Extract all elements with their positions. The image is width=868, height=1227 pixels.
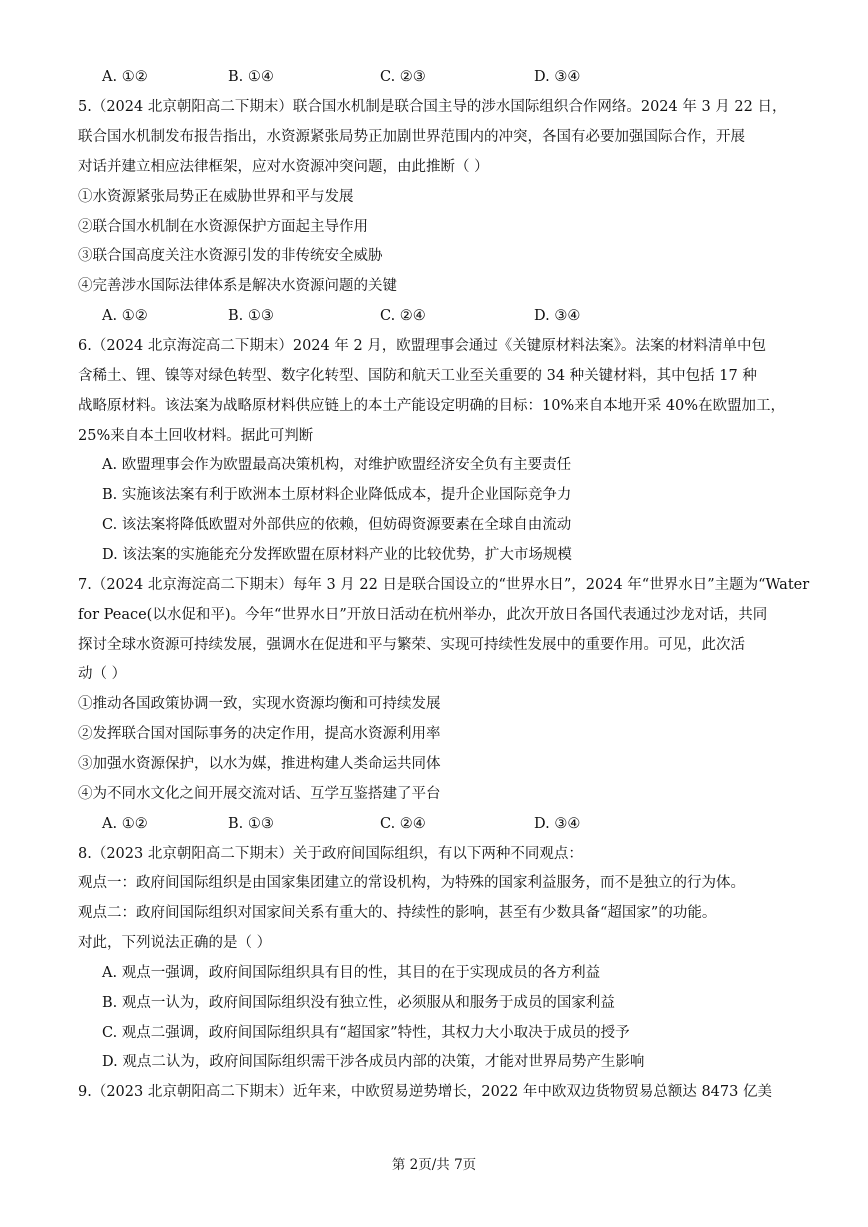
q7-statement-4: ④为不同水文化之间开展交流对话、互学互鉴搭建了平台 [78, 786, 441, 802]
q8-viewpoint-2: 观点二：政府间国际组织对国家间关系有重大的、持续性的影响，甚至有少数具备“超国家”的功能。 [78, 905, 717, 921]
q7-stem-line-1: 7.（2024 北京海淀高二下期末）每年 3 月 22 日是联合国设立的“世界水日”，2024 年“世界水日”主题为“Water [78, 577, 810, 593]
q6-choice-a: A. 欧盟理事会作为欧盟最高决策机构，对维护欧盟经济安全负有主要责任 [102, 457, 572, 473]
q8-choice-b: B. 观点一认为，政府间国际组织没有独立性，必须服从和服务于成员的国家利益 [102, 995, 615, 1011]
q4-options [102, 67, 802, 87]
q6-stem-line-4: 25%来自本土回收材料。据此可判断 [78, 428, 314, 444]
q8-choice-c: C. 观点二强调，政府间国际组织具有“超国家”特性，其权力大小取决于成员的授予 [102, 1025, 630, 1041]
q5-statement-4: ④完善涉水国际法律体系是解决水资源问题的关键 [78, 278, 397, 294]
q6-choice-b: B. 实施该法案有利于欧洲本土原材料企业降低成本，提升企业国际竞争力 [102, 487, 572, 503]
q7-stem-line-2: for Peace(以水促和平)。今年“世界水日”开放日活动在杭州举办，此次开放日各国代表通过沙龙对话，共同 [78, 607, 768, 623]
q7-options [102, 814, 802, 834]
q7-stem-line-4: 动（ ） [78, 666, 127, 682]
q5-stem-line-2: 联合国水机制发布报告指出，水资源紧张局势正加剧世界范围内的冲突，各国有必要加强国际合作，开展 [78, 129, 745, 145]
q8-stem-question: 对此，下列说法正确的是（ ） [78, 935, 272, 951]
q8-choice-a: A. 观点一强调，政府间国际组织具有目的性，其目的在于实现成员的各方利益 [102, 965, 601, 981]
q4-option-a: A. ①② [102, 69, 148, 85]
q5-options [102, 306, 802, 326]
q5-option-a: A. ①② [102, 308, 148, 324]
q5-option-b: B. ①③ [228, 308, 274, 324]
q5-stem-line-1: 5.（2024 北京朝阳高二下期末）联合国水机制是联合国主导的涉水国际组织合作网络。2024 年 3 月 22 日， [78, 99, 787, 115]
q7-stem-line-3: 探讨全球水资源可持续发展，强调水在促进和平与繁荣、实现可持续性发展中的重要作用。可见，此次活 [78, 637, 745, 653]
q4-option-d: D. ③④ [534, 69, 581, 85]
page-number-footer: 第 2页/共 7页 [391, 1157, 477, 1173]
q7-option-b: B. ①③ [228, 816, 274, 832]
q8-viewpoint-1: 观点一：政府间国际组织是由国家集团建立的常设机构，为特殊的国家利益服务，而不是独立的行为体。 [78, 875, 745, 891]
q7-statement-1: ①推动各国政策协调一致，实现水资源均衡和可持续发展 [78, 696, 441, 712]
q5-statement-1: ①水资源紧张局势正在威胁世界和平与发展 [78, 189, 354, 205]
q8-choice-d: D. 观点二认为，政府间国际组织需干涉各成员内部的决策，才能对世界局势产生影响 [102, 1054, 645, 1070]
q6-stem-line-1: 6.（2024 北京海淀高二下期末）2024 年 2 月，欧盟理事会通过《关键原材料法案》。法案的材料清单中包 [78, 338, 767, 354]
q5-option-c: C. ②④ [380, 308, 426, 324]
q9-stem-line-1: 9.（2023 北京朝阳高二下期末）近年来，中欧贸易逆势增长，2022 年中欧双边货物贸易总额达 8473 亿美 [78, 1084, 772, 1100]
q4-option-c: C. ②③ [380, 69, 426, 85]
q5-stem-line-3: 对话并建立相应法律框架，应对水资源冲突问题，由此推断（ ） [78, 159, 489, 175]
q8-stem-line-1: 8.（2023 北京朝阳高二下期末）关于政府间国际组织，有以下两种不同观点： [78, 846, 583, 862]
q6-choice-c: C. 该法案将降低欧盟对外部供应的依赖，但妨碍资源要素在全球自由流动 [102, 517, 572, 533]
q6-choice-d: D. 该法案的实施能充分发挥欧盟在原材料产业的比较优势，扩大市场规模 [102, 547, 572, 563]
q7-option-c: C. ②④ [380, 816, 426, 832]
q7-option-a: A. ①② [102, 816, 148, 832]
q7-statement-2: ②发挥联合国对国际事务的决定作用，提高水资源利用率 [78, 726, 441, 742]
q6-stem-line-2: 含稀土、锂、镍等对绿色转型、数字化转型、国防和航天工业至关重要的 34 种关键材料，其中包括 17 种 [78, 368, 757, 384]
q5-statement-3: ③联合国高度关注水资源引发的非传统安全威胁 [78, 248, 383, 264]
q4-option-b: B. ①④ [228, 69, 274, 85]
q6-stem-line-3: 战略原材料。该法案为战略原材料供应链上的本土产能设定明确的目标：10%来自本地开采 40%在欧盟加工， [78, 398, 786, 414]
q5-statement-2: ②联合国水机制在水资源保护方面起主导作用 [78, 219, 368, 235]
q7-statement-3: ③加强水资源保护，以水为媒，推进构建人类命运共同体 [78, 756, 441, 772]
q5-option-d: D. ③④ [534, 308, 581, 324]
q7-option-d: D. ③④ [534, 816, 581, 832]
